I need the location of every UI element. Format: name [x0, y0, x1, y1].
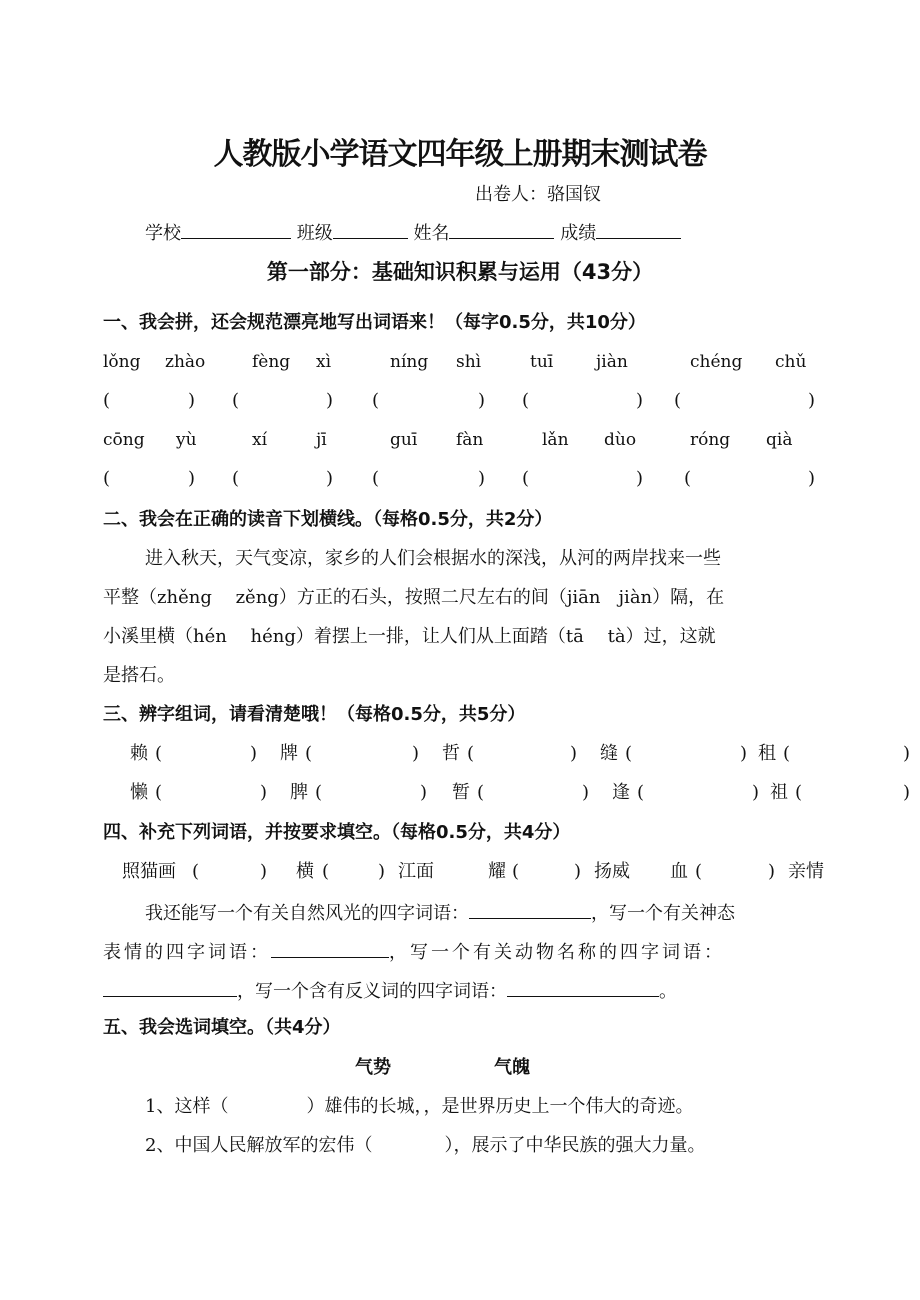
pinyin: qià — [766, 430, 793, 450]
paren: ( — [372, 468, 380, 489]
pinyin-row-2 — [0, 432, 920, 452]
pinyin: chéng — [690, 352, 743, 372]
character: 懒 — [130, 782, 148, 803]
character: 哲 — [442, 743, 460, 764]
prompt-text: 。 — [659, 981, 677, 1002]
pinyin: chǔ — [775, 352, 807, 372]
info-fields — [145, 222, 681, 243]
idiom-part: 横 — [296, 861, 314, 882]
q4-heading: 四、补充下列词语，并按要求填空。（每格0.5分，共4分） — [103, 822, 571, 843]
pinyin: dùo — [604, 430, 637, 450]
paren: ( — [232, 390, 240, 411]
pinyin: fàn — [456, 430, 484, 450]
prompt-text: ，写一个有关动物名称的四字词语： — [389, 942, 725, 963]
q2-text-line: 进入秋天，天气变凉，家乡的人们会根据水的深浅，从河的两岸找来一些 — [145, 548, 721, 569]
class-field[interactable] — [333, 222, 408, 239]
school-field[interactable] — [181, 222, 291, 239]
sentence-text: ），展示了中华民族的强大力量。 — [444, 1135, 706, 1156]
paren: ) — [808, 468, 816, 489]
q4-idioms[interactable]: 照猫画 ( ) 横 ( ) 江面 耀 ( ) 扬威 血 ( ) 亲情 — [122, 861, 824, 882]
q2-heading: 二、我会在正确的读音下划横线。（每格0.5分，共2分） — [103, 509, 553, 530]
idiom-part: 照猫画 — [122, 861, 176, 882]
pinyin: lǎn — [542, 430, 569, 450]
idiom-part: 亲情 — [788, 861, 824, 882]
sentence-text: ）雄伟的长城，，是世界历史上一个伟大的奇迹。 — [306, 1096, 694, 1117]
paren: ) — [636, 468, 644, 489]
expression-idiom-field[interactable] — [271, 941, 389, 958]
q3-row-2[interactable]: 懒 ( ) 脾 ( ) 暂 ( ) 逢 ( ) 祖 ( ) — [130, 782, 911, 803]
pinyin: fèng — [252, 352, 291, 372]
q5-sentence-1 — [145, 1098, 693, 1116]
paren: ) — [478, 390, 486, 411]
pinyin: jī — [316, 430, 327, 450]
prompt-text: 我还能写一个有关自然风光的四字词语： — [145, 903, 469, 924]
nature-idiom-field[interactable] — [469, 902, 591, 919]
word-option: 气势 — [355, 1057, 391, 1078]
pinyin: lǒng — [103, 352, 141, 372]
q2-text-line: 是搭石。 — [103, 665, 175, 686]
prompt-text: ，写一个含有反义词的四字词语： — [237, 981, 507, 1002]
q2-text-line[interactable]: 平整（zhěng zěng）方正的石头，按照二尺左右的间（jiān jiàn）隔，在 — [103, 587, 725, 608]
pinyin: shì — [456, 352, 482, 372]
paren: ( — [522, 390, 530, 411]
character: 逢 — [612, 782, 630, 803]
word-option: 气魄 — [494, 1057, 530, 1078]
pinyin: guī — [390, 430, 418, 450]
antonym-idiom-field[interactable] — [507, 980, 659, 997]
part1-title: 第一部分：基础知识积累与运用（43分） — [266, 260, 654, 284]
pinyin: tuī — [530, 352, 554, 372]
paren: ) — [326, 468, 334, 489]
pinyin: níng — [390, 352, 429, 372]
q1-heading: 一、我会拼，还会规范漂亮地写出词语来！（每字0.5分，共10分） — [103, 312, 646, 333]
character: 祖 — [770, 782, 788, 803]
animal-idiom-field[interactable] — [103, 980, 237, 997]
score-label: 成绩 — [560, 223, 597, 244]
pinyin: yù — [176, 430, 197, 450]
answer-row-2[interactable] — [0, 470, 920, 490]
pinyin: jiàn — [596, 352, 628, 372]
paren: ) — [478, 468, 486, 489]
class-label: 班级 — [296, 223, 333, 244]
name-field[interactable] — [449, 222, 554, 239]
q5-sentence-2 — [145, 1137, 705, 1155]
character: 牌 — [280, 743, 298, 764]
idiom-part: 江面 — [398, 861, 434, 882]
q3-row-1[interactable]: 赖 ( ) 牌 ( ) 哲 ( ) 缝 ( ) 租 ( ) — [130, 743, 911, 764]
prompt-text: 表情的四字词语： — [103, 942, 271, 963]
q4-line-2 — [103, 941, 725, 962]
q5-heading: 五、我会选词填空。（共4分） — [103, 1017, 341, 1038]
sentence-text: 2、中国人民解放军的宏伟（ — [145, 1135, 373, 1156]
paren: ( — [684, 468, 692, 489]
answer-row-1[interactable] — [0, 392, 920, 412]
character: 缝 — [600, 743, 618, 764]
character: 脾 — [290, 782, 308, 803]
document-title: 人教版小学语文四年级上册期末测试卷 — [213, 137, 707, 172]
paren: ) — [188, 390, 196, 411]
q3-heading: 三、辨字组词，请看清楚哦！（每格0.5分，共5分） — [103, 704, 526, 725]
character: 暂 — [452, 782, 470, 803]
q4-line-1 — [145, 902, 735, 923]
paren: ( — [232, 468, 240, 489]
idiom-part: 耀 — [488, 861, 506, 882]
paren: ( — [674, 390, 682, 411]
pinyin: xì — [316, 352, 332, 372]
sentence-text: 1、这样（ — [145, 1096, 229, 1117]
idiom-part: 血 — [670, 861, 688, 882]
paren: ) — [188, 468, 196, 489]
pinyin: xí — [252, 430, 268, 450]
pinyin: cōng — [103, 430, 145, 450]
name-label: 姓名 — [413, 223, 450, 244]
pinyin: róng — [690, 430, 731, 450]
idiom-part: 扬威 — [594, 861, 630, 882]
pinyin: zhào — [165, 352, 206, 372]
character: 赖 — [130, 743, 148, 764]
prompt-text: ，写一个有关神态 — [591, 903, 735, 924]
paren: ) — [326, 390, 334, 411]
paren: ( — [522, 468, 530, 489]
paren: ( — [103, 390, 111, 411]
q2-text-line[interactable]: 小溪里横（hén héng）着摆上一排，让人们从上面踏（tā tà）过，这就 — [103, 626, 716, 647]
paren: ) — [808, 390, 816, 411]
pinyin-row-1 — [0, 354, 920, 374]
author-line: 出卷人：骆国钗 — [475, 184, 601, 205]
paren: ( — [372, 390, 380, 411]
score-field[interactable] — [596, 222, 681, 239]
paren: ) — [636, 390, 644, 411]
paren: ( — [103, 468, 111, 489]
q4-line-3 — [103, 980, 677, 1001]
character: 租 — [758, 743, 776, 764]
school-label: 学校 — [145, 223, 181, 244]
